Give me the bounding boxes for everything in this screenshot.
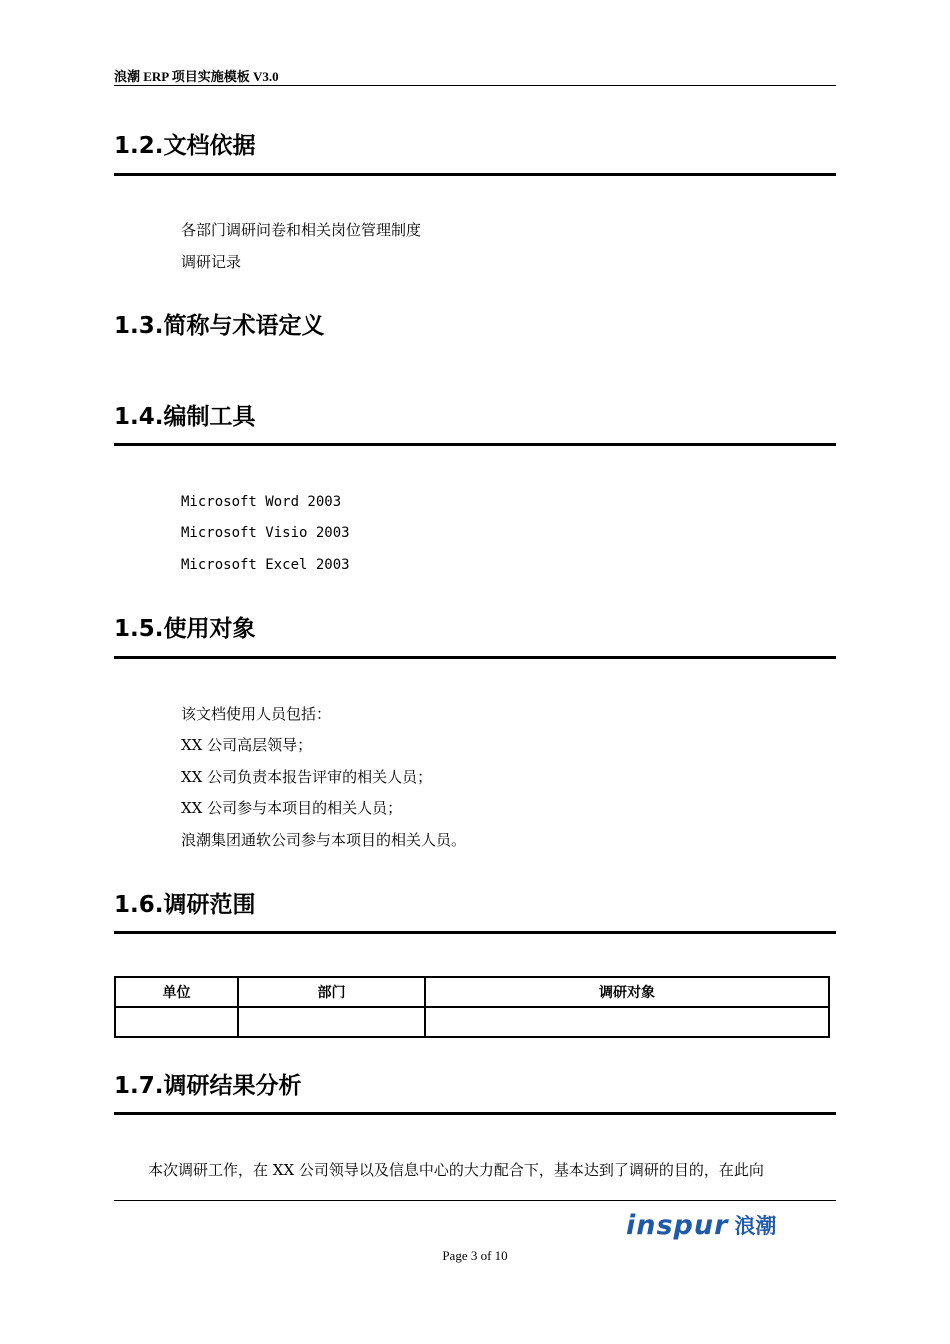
- table-cell[interactable]: [238, 1007, 425, 1037]
- table-header-cell: 部门: [238, 977, 425, 1007]
- table-header-row: [115, 977, 829, 1007]
- tool-item: Microsoft Excel 2003: [181, 557, 350, 573]
- paragraph: 浪潮集团通软公司参与本项目的相关人员。: [181, 831, 467, 849]
- tool-item: Microsoft Visio 2003: [181, 525, 350, 541]
- header-rule: [114, 85, 836, 86]
- table-header-cell: 调研对象: [425, 977, 829, 1007]
- paragraph: 调研记录: [181, 253, 242, 271]
- page-number: Page 3 of 10: [442, 1248, 508, 1263]
- heading-1-7: 1.7.调研结果分析: [114, 1073, 302, 1099]
- paragraph: XX 公司参与本项目的相关人员；: [181, 799, 403, 817]
- logo-chinese: 浪潮: [734, 1214, 777, 1238]
- heading-1-5: 1.5.使用对象: [114, 616, 256, 642]
- table-row: [115, 1007, 829, 1037]
- paragraph: 各部门调研问卷和相关岗位管理制度: [181, 221, 422, 239]
- tool-item: Microsoft Word 2003: [181, 494, 342, 510]
- paragraph: XX 公司负责本报告评审的相关人员；: [181, 768, 433, 786]
- heading-rule: [114, 443, 836, 446]
- table-header-cell: 单位: [115, 977, 238, 1007]
- inspur-logo: [626, 1208, 776, 1242]
- heading-1-4: 1.4.编制工具: [114, 404, 256, 430]
- footer-rule: [114, 1200, 836, 1201]
- heading-rule: [114, 1112, 836, 1115]
- heading-1-3: 1.3.简称与术语定义: [114, 313, 325, 339]
- heading-rule: [114, 931, 836, 934]
- paragraph: 该文档使用人员包括：: [181, 705, 332, 723]
- heading-rule: [114, 656, 836, 659]
- body-paragraph: 本次调研工作，在 XX 公司领导以及信息中心的大力配合下，基本达到了调研的目的，在此向: [148, 1161, 764, 1179]
- logo-wordmark: inspur: [626, 1209, 729, 1241]
- heading-1-2: 1.2.文档依据: [114, 133, 256, 159]
- survey-scope-table: [114, 976, 830, 1038]
- paragraph: XX 公司高层领导；: [181, 736, 313, 754]
- heading-rule: [114, 173, 836, 176]
- table-cell[interactable]: [115, 1007, 238, 1037]
- running-header: 浪潮 ERP 项目实施模板 V3.0: [114, 69, 279, 84]
- table-cell[interactable]: [425, 1007, 829, 1037]
- heading-1-6: 1.6.调研范围: [114, 892, 256, 918]
